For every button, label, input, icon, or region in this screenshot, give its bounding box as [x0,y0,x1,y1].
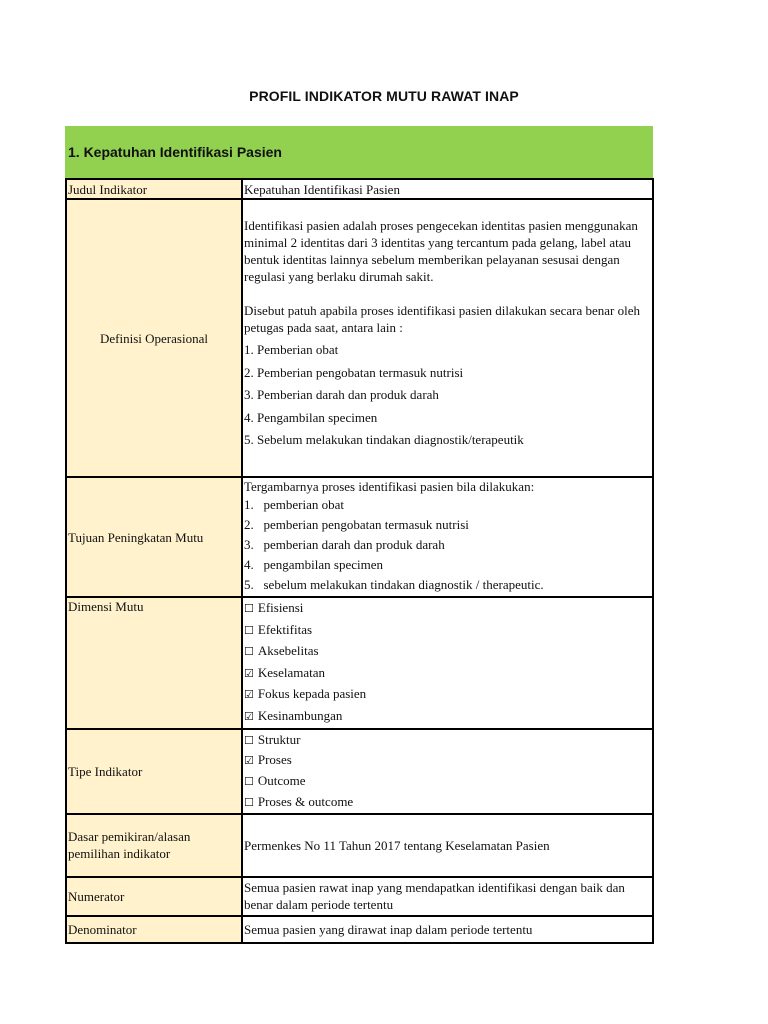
checkbox-empty-icon: ☐ [244,623,254,637]
label-tipe-indikator: Tipe Indikator [66,729,242,814]
option-struktur: ☐ Struktur [244,731,301,747]
option-efisiensi: ☐ Efisiensi [244,600,304,615]
option-keselamatan: ☑ Keselamatan [244,664,326,680]
label-dasar-pemikiran: Dasar pemikiran/alasan pemilihan indikator [66,814,242,877]
value-denominator: Semua pasien yang dirawat inap dalam periode tertentu [242,916,653,943]
definisi-item: 3. Pemberian darah dan produk darah [244,387,439,402]
definisi-item: 2. Pemberian pengobatan termasuk nutrisi [244,364,464,380]
tujuan-intro: Tergambarnya proses identifikasi pasien bila dilakukan: [244,479,535,494]
tujuan-item: 4. pengambilan specimen [244,557,383,572]
option-efektifitas: ☐ Efektifitas [244,621,313,637]
option-proses-outcome: ☐ Proses & outcome [244,793,354,809]
row-dasar-pemikiran [66,814,653,877]
checkbox-checked-icon: ☑ [244,666,254,680]
document-title: PROFIL INDIKATOR MUTU RAWAT INAP [249,88,519,104]
section-header [65,126,653,178]
checkbox-empty-icon: ☐ [244,775,254,789]
value-tujuan-peningkatan-mutu [242,477,653,597]
checkbox-checked-icon: ☑ [244,688,254,702]
row-tujuan-peningkatan-mutu [66,477,653,597]
value-dasar-pemikiran: Permenkes No 11 Tahun 2017 tentang Keselamatan Pasien [242,814,653,877]
row-tipe-indikator [66,729,653,814]
value-definisi-operasional [242,199,653,477]
checkbox-empty-icon: ☐ [244,645,254,659]
label-tujuan-peningkatan-mutu: Tujuan Peningkatan Mutu [66,477,242,597]
row-dimensi-mutu [66,597,653,729]
definisi-item: 4. Pengambilan specimen [244,409,378,425]
tujuan-item: 3. pemberian darah dan produk darah [244,537,445,552]
value-judul-indikator: Kepatuhan Identifikasi Pasien [242,179,653,199]
option-aksebelitas: ☐ Aksebelitas [244,643,319,659]
label-dimensi-mutu: Dimensi Mutu [66,597,242,729]
label-judul-indikator: Judul Indikator [66,179,242,199]
tujuan-item: 2. pemberian pengobatan termasuk nutrisi [244,517,469,532]
section-heading: 1. Kepatuhan Identifikasi Pasien [68,144,282,160]
option-proses: ☑ Proses [244,752,292,768]
definisi-item: 5. Sebelum melakukan tindakan diagnostik/terapeutik [244,432,524,447]
checkbox-checked-icon: ☑ [244,754,254,768]
value-numerator: Semua pasien rawat inap yang mendapatkan identifikasi dengan baik dan benar dalam periode tertentu [242,877,653,916]
checkbox-checked-icon: ☑ [244,709,254,723]
row-judul-indikator [66,179,653,199]
row-definisi-operasional [66,199,653,477]
row-numerator [66,877,653,916]
label-numerator: Numerator [66,877,242,916]
option-kesinambungan: ☑ Kesinambungan [244,707,343,723]
option-fokus-kepada-pasien: ☑ Fokus kepada pasien [244,686,367,702]
label-definisi-operasional: Definisi Operasional [66,199,242,477]
checkbox-empty-icon: ☐ [244,733,254,747]
tujuan-item: 5. sebelum melakukan tindakan diagnostik / therapeutic. [244,577,544,592]
value-tipe-indikator [242,729,653,814]
definisi-item: 1. Pemberian obat [244,342,339,357]
definisi-paragraph-1: Identifikasi pasien adalah proses pengecekan identitas pasien menggunakan minimal 2 identitas dari 3 identitas yang tercantum pada gelang, label atau bentuk identitas lainnya sebelum memberikan pelayanan sesusai dengan regulasi yang berlaku dirumah sakit. [244,218,638,284]
value-dimensi-mutu [242,597,653,729]
row-denominator [66,916,653,943]
option-outcome: ☐ Outcome [244,773,306,789]
definisi-paragraph-2: Disebut patuh apabila proses identifikasi pasien dilakukan secara benar oleh petugas pada saat, antara lain : [244,303,641,335]
checkbox-empty-icon: ☐ [244,602,254,615]
label-denominator: Denominator [66,916,242,943]
tujuan-item: 1. pemberian obat [244,497,344,512]
indicator-profile-table [65,178,654,944]
checkbox-empty-icon: ☐ [244,795,254,809]
